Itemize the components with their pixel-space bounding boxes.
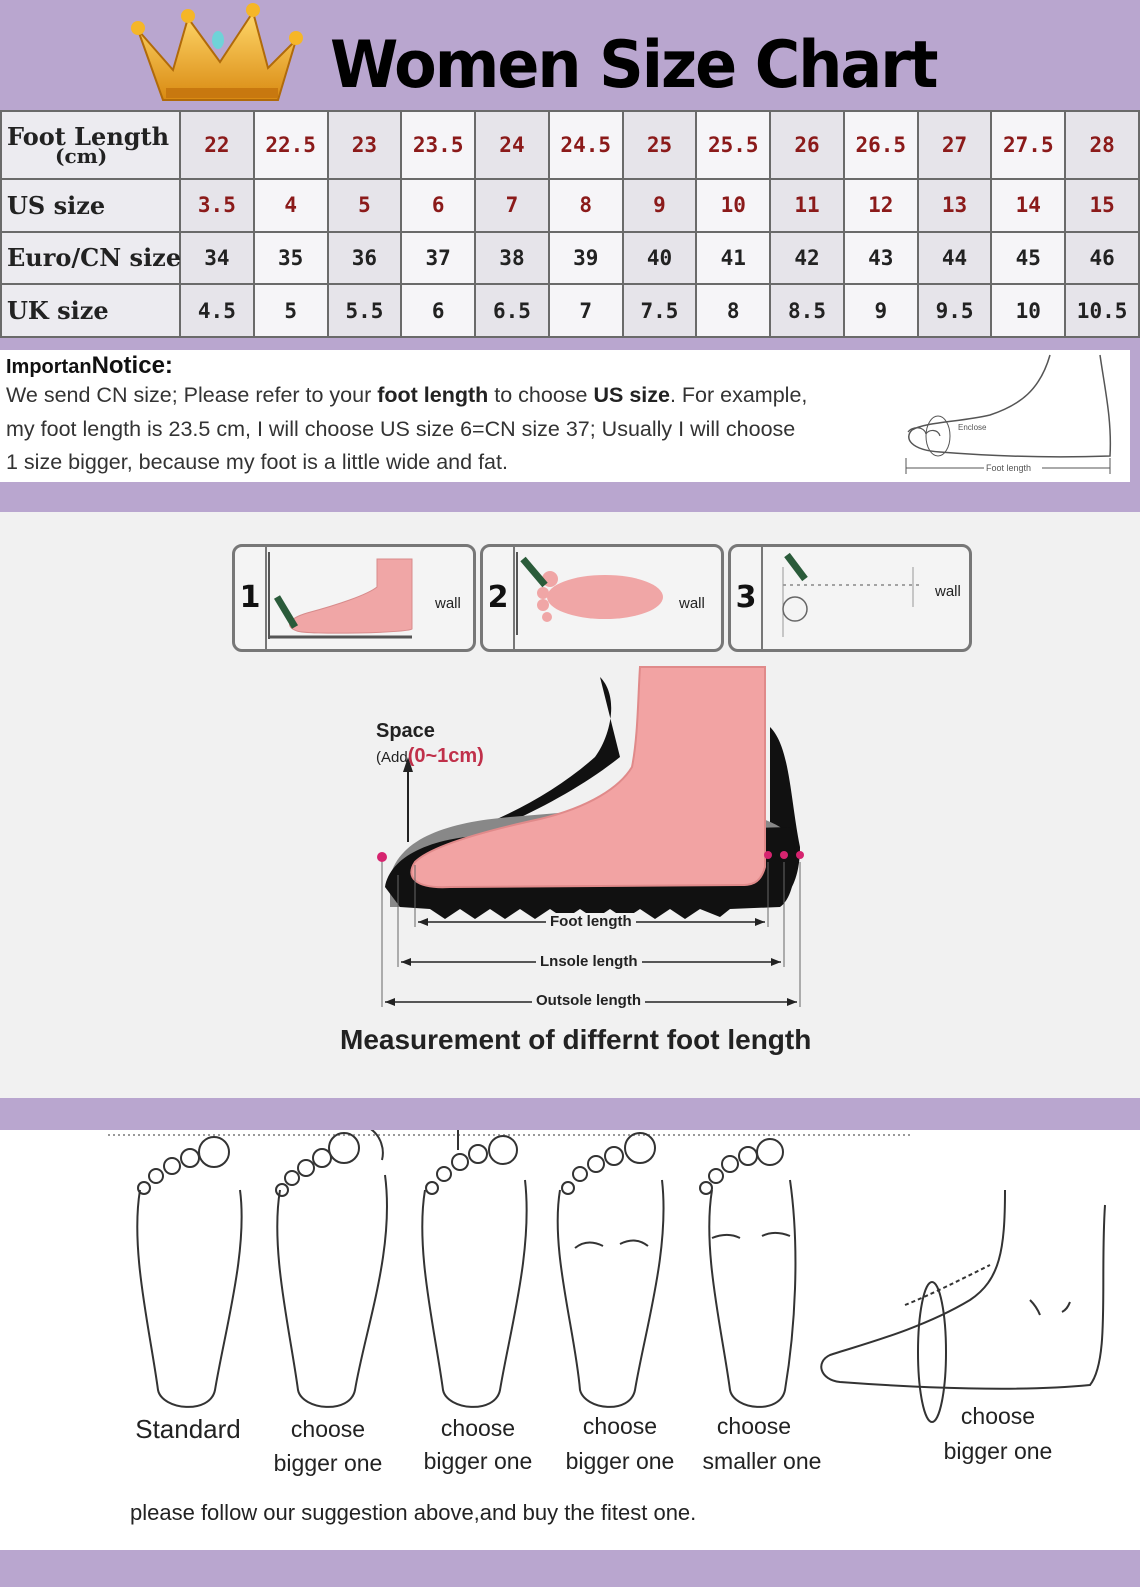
size-grid <box>0 110 1140 338</box>
table-cell: 5 <box>328 179 402 232</box>
notice-line-1 <box>6 383 807 408</box>
table-cell: 4 <box>254 179 328 232</box>
table-cell: 10.5 <box>1065 284 1139 337</box>
euro-cn-size-row <box>1 232 1139 285</box>
space-label: Space <box>376 720 435 742</box>
shape-5-caption-sub: smaller one <box>702 1448 822 1474</box>
suggestion-text: please follow our suggestion above,and buy the fitest one. <box>130 1500 697 1525</box>
table-cell: 25 <box>623 111 697 179</box>
ruler-icon <box>763 547 933 647</box>
table-cell: 12 <box>844 179 918 232</box>
table-cell: 42 <box>770 232 844 285</box>
notice-heading-b: Notice: <box>91 352 173 379</box>
row-header <box>1 179 180 232</box>
table-cell: 41 <box>696 232 770 285</box>
table-cell: 9 <box>623 179 697 232</box>
table-cell: 40 <box>623 232 697 285</box>
table-cell: 37 <box>401 232 475 285</box>
shape-5-caption: choose <box>716 1413 792 1439</box>
shape-4-caption: choose <box>582 1413 658 1439</box>
notice-text: . For example, <box>669 383 808 407</box>
table-cell: 4.5 <box>180 284 254 337</box>
notice-line-2: my foot length is 23.5 cm, I will choose US size 6=CN size 37; Usually I will choose <box>6 417 796 441</box>
table-cell: 8 <box>696 284 770 337</box>
table-cell: 5.5 <box>328 284 402 337</box>
step-1-wall-label: wall <box>435 595 461 612</box>
table-cell: 13 <box>918 179 992 232</box>
row-header-label: UK size <box>7 296 109 326</box>
table-cell: 23.5 <box>401 111 475 179</box>
table-cell: 9 <box>844 284 918 337</box>
shape-2-caption: choose <box>290 1416 366 1442</box>
space-add-text: (Add <box>376 749 408 766</box>
table-cell: 7.5 <box>623 284 697 337</box>
notice-heading <box>6 352 173 380</box>
table-cell: 7 <box>475 179 549 232</box>
table-cell: 15 <box>1065 179 1139 232</box>
foot-shape-section <box>0 1130 1140 1550</box>
table-cell: 8 <box>549 179 623 232</box>
foot-measure-diagram <box>900 350 1125 480</box>
insole-length-label: Lnsole length <box>536 953 642 970</box>
table-cell: 3.5 <box>180 179 254 232</box>
row-header-label: Euro/CN size <box>7 243 182 273</box>
table-cell: 24.5 <box>549 111 623 179</box>
foot-length-row <box>1 111 1139 179</box>
table-cell: 6 <box>401 284 475 337</box>
notice-emphasis: foot length <box>377 383 489 407</box>
table-cell: 27.5 <box>991 111 1065 179</box>
shape-4-caption-sub: bigger one <box>565 1448 675 1474</box>
row-header-unit: (cm) <box>55 143 108 168</box>
table-cell: 8.5 <box>770 284 844 337</box>
table-cell: 34 <box>180 232 254 285</box>
measurement-caption: Measurement of differnt foot length <box>340 1024 812 1055</box>
table-cell: 7 <box>549 284 623 337</box>
step-3-wall-label: wall <box>935 583 961 600</box>
notice-heading-a: Importan <box>6 356 92 378</box>
notice-panel <box>0 350 1130 482</box>
row-header-label: US size <box>7 190 106 220</box>
table-cell: 14 <box>991 179 1065 232</box>
table-cell: 39 <box>549 232 623 285</box>
table-cell: 24 <box>475 111 549 179</box>
row-header-label: Foot Length <box>7 121 170 151</box>
table-cell: 9.5 <box>918 284 992 337</box>
measurement-section <box>0 512 1140 1098</box>
table-cell: 11 <box>770 179 844 232</box>
table-cell: 28 <box>1065 111 1139 179</box>
shape-6-caption-sub: bigger one <box>943 1438 1053 1464</box>
shape-1-caption: Standard <box>135 1414 241 1444</box>
table-cell: 43 <box>844 232 918 285</box>
shape-6-caption: choose <box>960 1403 1036 1429</box>
table-cell: 10 <box>696 179 770 232</box>
foot-side-icon <box>267 547 437 647</box>
shape-3-caption: choose <box>440 1415 516 1441</box>
crown-icon <box>128 0 303 108</box>
step-1-box <box>232 544 476 652</box>
table-cell: 5 <box>254 284 328 337</box>
row-header <box>1 111 180 179</box>
table-cell: 23 <box>328 111 402 179</box>
table-cell: 26.5 <box>844 111 918 179</box>
row-header <box>1 284 180 337</box>
outsole-length-label: Outsole length <box>532 992 645 1009</box>
notice-text: We send CN size; Please refer to your <box>6 383 378 407</box>
table-cell: 6.5 <box>475 284 549 337</box>
size-table <box>0 110 1140 338</box>
space-range: (0~1cm) <box>407 745 484 767</box>
us-size-row <box>1 179 1139 232</box>
table-cell: 10 <box>991 284 1065 337</box>
table-cell: 6 <box>401 179 475 232</box>
header-band <box>0 0 1140 110</box>
foot-shapes-diagram <box>0 1130 1140 1430</box>
foot-top-icon <box>515 547 685 647</box>
step-2-wall-label: wall <box>679 595 705 612</box>
table-cell: 25.5 <box>696 111 770 179</box>
table-cell: 38 <box>475 232 549 285</box>
notice-emphasis: US size <box>593 383 670 407</box>
shape-2-caption-sub: bigger one <box>273 1450 383 1476</box>
page-title: Women Size Chart <box>330 26 937 103</box>
uk-size-row <box>1 284 1139 337</box>
table-cell: 36 <box>328 232 402 285</box>
table-cell: 22 <box>180 111 254 179</box>
table-cell: 44 <box>918 232 992 285</box>
table-cell: 46 <box>1065 232 1139 285</box>
table-cell: 27 <box>918 111 992 179</box>
notice-text: to choose <box>488 383 594 407</box>
step-2-number: 2 <box>483 547 515 649</box>
space-add-label <box>376 745 484 768</box>
step-3-box <box>728 544 972 652</box>
foot-length-label: Foot length <box>546 913 636 930</box>
table-cell: 22.5 <box>254 111 328 179</box>
step-3-number: 3 <box>731 547 763 649</box>
step-1-number: 1 <box>235 547 267 649</box>
row-header <box>1 232 180 285</box>
step-2-box <box>480 544 724 652</box>
shape-3-caption-sub: bigger one <box>423 1448 533 1474</box>
table-cell: 26 <box>770 111 844 179</box>
enclose-label: Enclose <box>958 423 987 432</box>
table-cell: 35 <box>254 232 328 285</box>
table-cell: 45 <box>991 232 1065 285</box>
notice-line-3: 1 size bigger, because my foot is a little wide and fat. <box>6 450 508 474</box>
foot-length-diagram-label: Foot length <box>986 463 1032 473</box>
